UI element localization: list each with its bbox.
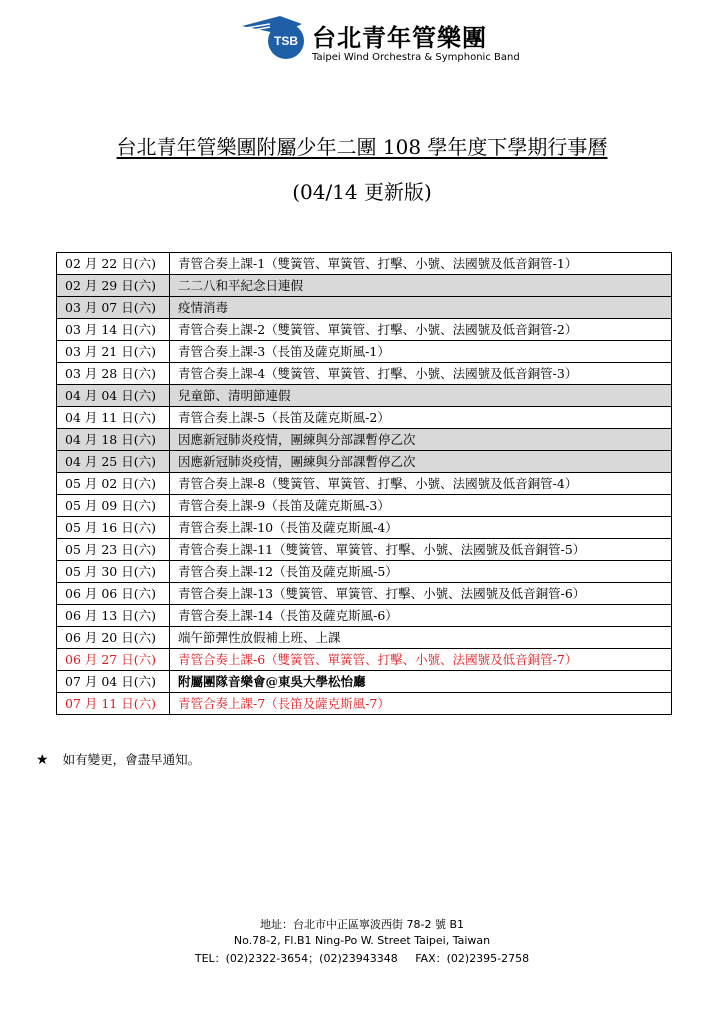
date-cell: 04 月 11 日(六) [57, 407, 170, 429]
table-row [57, 451, 672, 473]
event-cell: 附屬團隊音樂會@東吳大學松怡廳 [170, 671, 672, 693]
table-row [57, 407, 672, 429]
date-cell: 03 月 07 日(六) [57, 297, 170, 319]
table-row [57, 649, 672, 671]
table-row [57, 385, 672, 407]
event-cell: 因應新冠肺炎疫情，團練與分部課暫停乙次 [170, 429, 672, 451]
footer-contact: TEL：(02)2322-3654；(02)23943348 FAX：(02)2395-2758 [194, 952, 530, 965]
event-cell: 青管合奏上課-5（長笛及薩克斯風-2） [170, 407, 672, 429]
date-cell: 03 月 28 日(六) [57, 363, 170, 385]
table-row [57, 297, 672, 319]
event-cell: 青管合奏上課-11（雙簧管、單簧管、打擊、小號、法國號及低音銅管-5） [170, 539, 672, 561]
event-cell: 兒童節、清明節連假 [170, 385, 672, 407]
event-cell: 青管合奏上課-7（長笛及薩克斯風-7） [170, 693, 672, 715]
table-row [57, 319, 672, 341]
event-cell: 疫情消毒 [170, 297, 672, 319]
table-row [57, 253, 672, 275]
date-cell: 02 月 29 日(六) [57, 275, 170, 297]
tsb-logo-icon [240, 14, 308, 64]
logo-abbr: TSB [274, 34, 298, 48]
date-cell: 04 月 25 日(六) [57, 451, 170, 473]
footer-address-en: No.78-2, Fl.B1 Ning-Po W. Street Taipei, Taiwan [233, 934, 491, 947]
table-row [57, 429, 672, 451]
table-row [57, 671, 672, 693]
date-cell: 04 月 18 日(六) [57, 429, 170, 451]
schedule-table [56, 252, 672, 715]
date-cell: 04 月 04 日(六) [57, 385, 170, 407]
event-cell: 因應新冠肺炎疫情，團練與分部課暫停乙次 [170, 451, 672, 473]
table-row [57, 561, 672, 583]
table-row [57, 517, 672, 539]
date-cell: 03 月 14 日(六) [57, 319, 170, 341]
date-cell: 05 月 02 日(六) [57, 473, 170, 495]
table-row [57, 693, 672, 715]
logo [240, 14, 540, 68]
event-cell: 青管合奏上課-9（長笛及薩克斯風-3） [170, 495, 672, 517]
event-cell: 青管合奏上課-12（長笛及薩克斯風-5） [170, 561, 672, 583]
event-cell: 端午節彈性放假補上班、上課 [170, 627, 672, 649]
event-cell: 青管合奏上課-13（雙簧管、單簧管、打擊、小號、法國號及低音銅管-6） [170, 583, 672, 605]
event-cell: 青管合奏上課-6（雙簧管、單簧管、打擊、小號、法國號及低音銅管-7） [170, 649, 672, 671]
table-row [57, 627, 672, 649]
date-cell: 06 月 06 日(六) [57, 583, 170, 605]
date-cell: 07 月 04 日(六) [57, 671, 170, 693]
table-row [57, 605, 672, 627]
date-cell: 06 月 20 日(六) [57, 627, 170, 649]
table-row [57, 363, 672, 385]
page-subtitle: (04/14 更新版) [292, 180, 432, 204]
event-cell: 二二八和平紀念日連假 [170, 275, 672, 297]
table-row [57, 495, 672, 517]
date-cell: 03 月 21 日(六) [57, 341, 170, 363]
date-cell: 05 月 16 日(六) [57, 517, 170, 539]
footer-address-cn: 地址：台北市中正區寧波西街 78-2 號 B1 [260, 918, 464, 931]
date-cell: 05 月 30 日(六) [57, 561, 170, 583]
table-row [57, 275, 672, 297]
event-cell: 青管合奏上課-2（雙簧管、單簧管、打擊、小號、法國號及低音銅管-2） [170, 319, 672, 341]
page-title: 台北青年管樂團附屬少年二團 108 學年度下學期行事曆 [116, 135, 608, 159]
table-row [57, 583, 672, 605]
event-cell: 青管合奏上課-14（長笛及薩克斯風-6） [170, 605, 672, 627]
event-cell: 青管合奏上課-1（雙簧管、單簧管、打擊、小號、法國號及低音銅管-1） [170, 253, 672, 275]
event-cell: 青管合奏上課-3（長笛及薩克斯風-1） [170, 341, 672, 363]
date-cell: 07 月 11 日(六) [57, 693, 170, 715]
table-row [57, 473, 672, 495]
date-cell: 05 月 23 日(六) [57, 539, 170, 561]
note [36, 750, 200, 768]
org-name-en: Taipei Wind Orchestra & Symphonic Band [312, 52, 520, 63]
table-row [57, 341, 672, 363]
event-cell: 青管合奏上課-10（長笛及薩克斯風-4） [170, 517, 672, 539]
date-cell: 02 月 22 日(六) [57, 253, 170, 275]
note-text: 如有變更，會盡早通知。 [62, 752, 201, 767]
date-cell: 06 月 13 日(六) [57, 605, 170, 627]
date-cell: 06 月 27 日(六) [57, 649, 170, 671]
date-cell: 05 月 09 日(六) [57, 495, 170, 517]
star-icon: ★ [36, 752, 49, 768]
org-name-cn: 台北青年管樂團 [312, 24, 487, 52]
event-cell: 青管合奏上課-8（雙簧管、單簧管、打擊、小號、法國號及低音銅管-4） [170, 473, 672, 495]
table-row [57, 539, 672, 561]
event-cell: 青管合奏上課-4（雙簧管、單簧管、打擊、小號、法國號及低音銅管-3） [170, 363, 672, 385]
